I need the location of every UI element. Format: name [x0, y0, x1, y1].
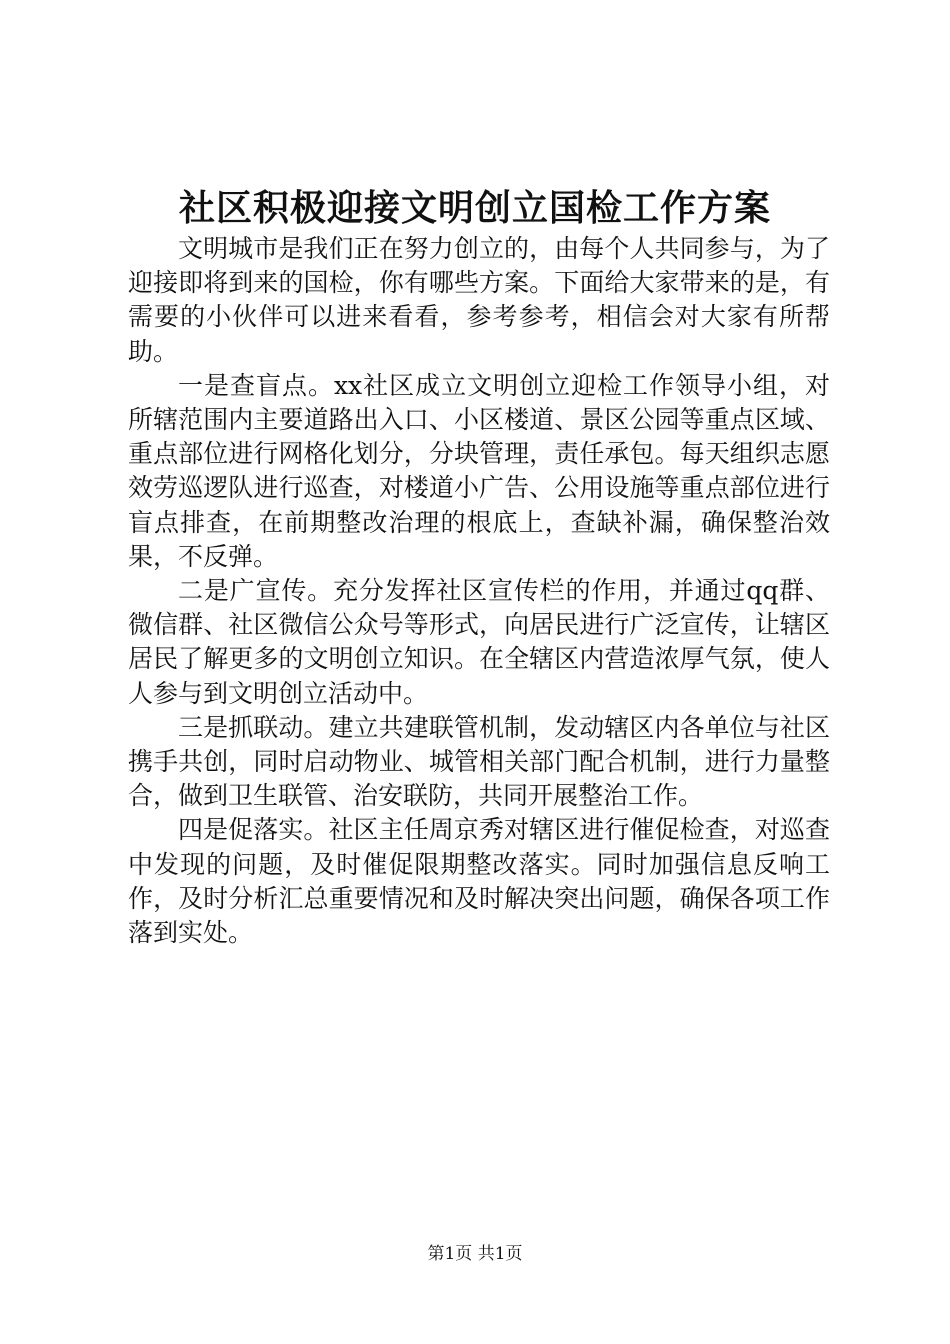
paragraph-intro: 文明城市是我们正在努力创立的，由每个人共同参与，为了迎接即将到来的国检，你有哪些方案。下面给大家带来的是，有需要的小伙伴可以进来看看，参考参考，相信会对大家有所帮助。	[128, 234, 830, 366]
paragraph-point-4: 四是促落实。社区主任周京秀对辖区进行催促检查，对巡查中发现的问题，及时催促限期整改落实。同时加强信息反响工作，及时分析汇总重要情况和及时解决突出问题，确保各项工作落到实处。	[128, 815, 830, 948]
paragraph-point-3: 三是抓联动。建立共建联管机制，发动辖区内各单位与社区携手共创，同时启动物业、城管相关部门配合机制，进行力量整合，做到卫生联管、治安联防，共同开展整治工作。	[128, 712, 830, 811]
paragraph-point-2: 二是广宣传。充分发挥社区宣传栏的作用，并通过qq群、微信群、社区微信公众号等形式，向居民进行广泛宣传，让辖区居民了解更多的文明创立知识。在全辖区内营造浓厚气氛，使人人参与到文明创立活动中。	[128, 576, 830, 708]
paragraph-point-1: 一是查盲点。xx社区成立文明创立迎检工作领导小组，对所辖范围内主要道路出入口、小区楼道、景区公园等重点区域、重点部位进行网格化划分，分块管理，责任承包。每天组织志愿效劳巡逻队进行巡查，对楼道小广告、公用设施等重点部位进行盲点排查，在前期整改治理的根底上，查缺补漏，确保整治效果，不反弹。	[128, 370, 830, 571]
page-number-footer: 第1页 共1页	[427, 1244, 523, 1264]
document-title: 社区积极迎接文明创立国检工作方案	[178, 187, 771, 229]
document-body	[128, 232, 830, 950]
